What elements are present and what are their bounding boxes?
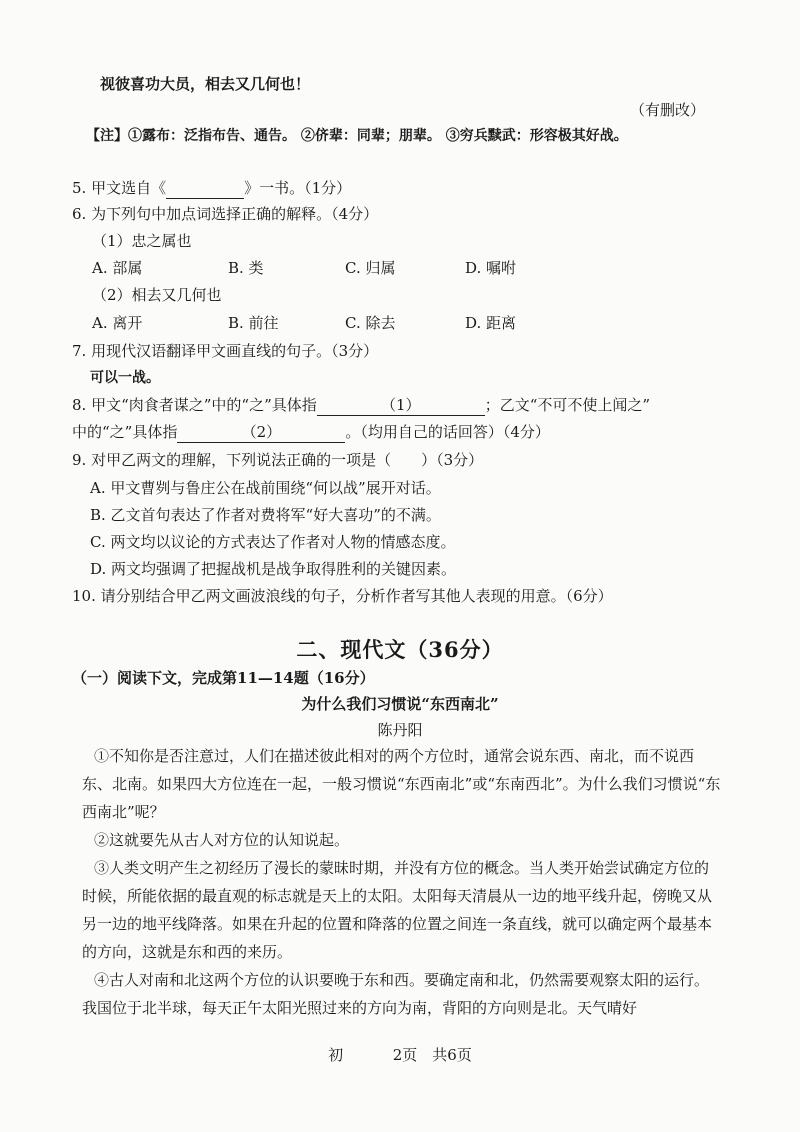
q9-option-a[interactable]: A. 甲文曹刿与鲁庄公在战前围绕“何以战”展开对话。 bbox=[90, 479, 441, 497]
paragraph-4: ④古人对南和北这两个方位的认识要晚于东和西。要确定南和北，仍然需要观察太阳的运行。我国位于北半球，每天正午太阳光照过来的方向为南，背阳的方向则是北。天气晴好 bbox=[82, 971, 710, 1017]
question-10: 10. 请分别结合甲乙两文画波浪线的句子，分析作者写其他人表现的用意。（6分） bbox=[72, 587, 613, 605]
q6-1-option-c[interactable]: C. 归属 bbox=[345, 259, 396, 277]
q6-2-option-b[interactable]: B. 前往 bbox=[228, 314, 279, 332]
paragraph-2: ②这就要先从古人对方位的认知说起。 bbox=[94, 831, 350, 849]
page-footer bbox=[0, 1044, 800, 1065]
footer-left: 初 bbox=[328, 1046, 344, 1064]
question-7: 7. 用现代汉语翻译甲文画直线的句子。（3分） bbox=[72, 342, 379, 360]
q5-answer-blank[interactable] bbox=[166, 178, 244, 199]
q5-text-pre: 5. 甲文选自《 bbox=[72, 179, 167, 197]
q9-option-b[interactable]: B. 乙文首句表达了作者对费将军“好大喜功”的不满。 bbox=[90, 506, 441, 524]
q8-text-d: 。（均用自己的话回答）（4分） bbox=[345, 423, 550, 441]
classical-text-line: 视彼喜功大员，相去又几何也！ bbox=[100, 75, 311, 93]
q6-1-option-a[interactable]: A. 部属 bbox=[92, 259, 143, 277]
page-number: 2页 共6页 bbox=[392, 1046, 472, 1064]
q8-text-b: ；乙文“不可不使上闻之” bbox=[484, 396, 651, 414]
question-6: 6. 为下列句中加点词选择正确的解释。（4分） bbox=[72, 205, 379, 223]
q6-2-option-a[interactable]: A. 离开 bbox=[92, 314, 143, 332]
q9-option-d[interactable]: D. 两文均强调了把握战机是战争取得胜利的关键因素。 bbox=[90, 560, 457, 578]
question-9: 9. 对甲乙两文的理解，下列说法正确的一项是（ ）（3分） bbox=[72, 451, 484, 469]
article-author: 陈丹阳 bbox=[377, 721, 423, 739]
q6-2-option-c[interactable]: C. 除去 bbox=[345, 314, 396, 332]
source-note: （有删改） bbox=[630, 101, 706, 119]
section-title: 二、现代文（36分） bbox=[296, 637, 504, 662]
q8-blank-1[interactable]: （1） bbox=[317, 395, 485, 416]
question-6-1: （1）忠之属也 bbox=[92, 232, 192, 250]
question-5 bbox=[72, 178, 351, 199]
subsection-title: （一）阅读下文，完成第11—14题（16分） bbox=[72, 669, 375, 687]
q7-sentence: 可以一战。 bbox=[90, 370, 160, 386]
article-title: 为什么我们习惯说“东西南北” bbox=[301, 695, 499, 713]
question-6-2: （2）相去又几何也 bbox=[92, 286, 222, 304]
q6-1-option-d[interactable]: D. 嘱咐 bbox=[465, 259, 517, 277]
q5-text-post: 》一书。（1分） bbox=[244, 179, 352, 197]
q6-2-option-d[interactable]: D. 距离 bbox=[465, 314, 517, 332]
q8-text-c: 中的“之”具体指 bbox=[72, 423, 178, 441]
question-8-line1 bbox=[72, 395, 650, 416]
q8-blank-2[interactable]: （2） bbox=[177, 422, 345, 443]
q6-1-option-b[interactable]: B. 类 bbox=[228, 259, 264, 277]
paragraph-1: ①不知你是否注意过，人们在描述彼此相对的两个方位时，通常会说东西、南北，而不说西东、北南。如果四大方位连在一起，一般习惯说“东西南北”或“东南西北”。为什么我们习惯说“东西南北”呢？ bbox=[82, 747, 721, 821]
q9-option-c[interactable]: C. 两文均以议论的方式表达了作者对人物的情感态度。 bbox=[90, 533, 456, 551]
annotation-note: 【注】①露布：泛指布告、通告。 ②侪辈：同辈；朋辈。 ③穷兵黩武：形容极其好战。 bbox=[86, 128, 628, 144]
question-8-line2 bbox=[72, 422, 550, 443]
paragraph-3: ③人类文明产生之初经历了漫长的蒙昧时期，并没有方位的概念。当人类开始尝试确定方位的时候，所能依据的最直观的标志就是天上的太阳。太阳每天清晨从一边的地平线升起，傍晚又从另一边的地平线降落。如果在升起的位置和降落的位置之间连一条直线，就可以确定两个最基本的方向，这就是东和西的来历。 bbox=[82, 859, 713, 961]
q8-text-a: 8. 甲文“肉食者谋之”中的“之”具体指 bbox=[72, 396, 317, 414]
